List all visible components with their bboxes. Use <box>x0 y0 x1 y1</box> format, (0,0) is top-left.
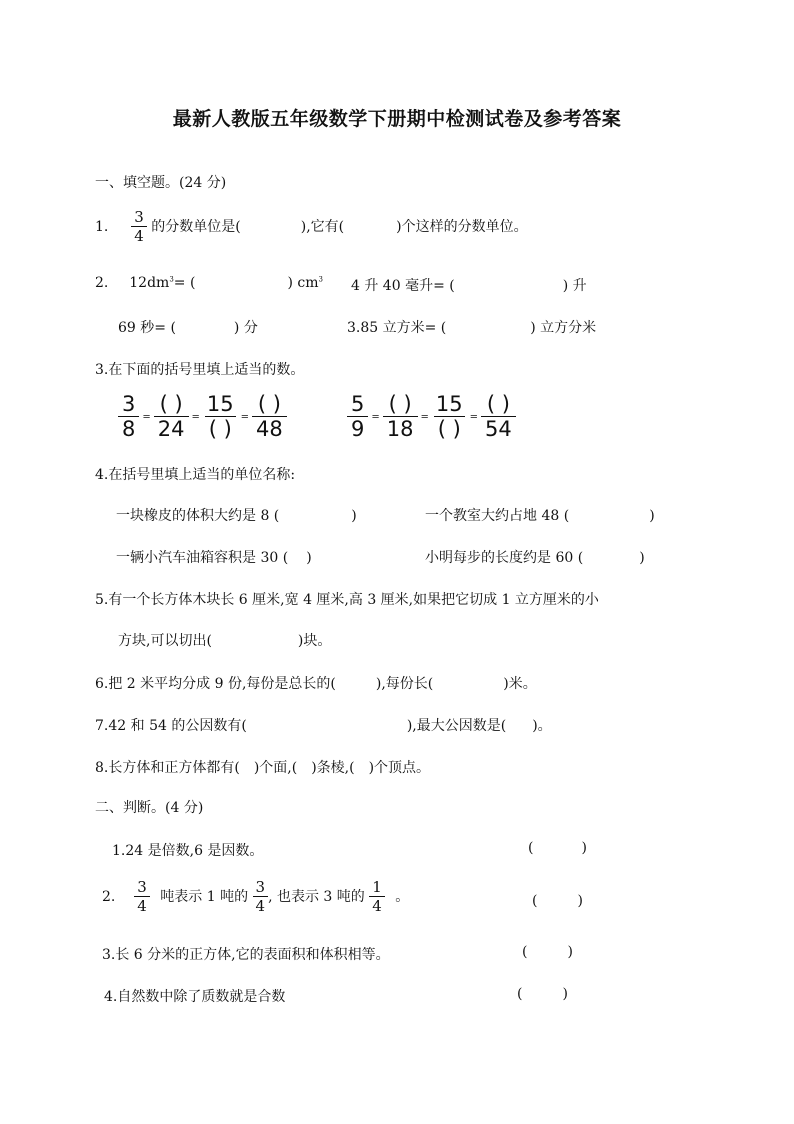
question-text: 7.42 和 54 的公因数有( <box>95 718 247 734</box>
fraction-denominator: 4 <box>134 896 150 914</box>
question-text: 的分数单位是( <box>151 219 241 235</box>
question-text: ) <box>306 550 312 566</box>
question-number: 1. <box>95 219 109 235</box>
question-text: )个顶点。 <box>368 760 431 776</box>
fraction <box>118 394 139 440</box>
section-heading-true-false: 二、判断。(4 分) <box>95 800 204 816</box>
judgement-3-answer[interactable] <box>522 944 573 960</box>
fraction <box>369 880 385 914</box>
question-text: ) 升 <box>562 278 587 294</box>
paren: ) <box>562 986 568 1002</box>
question-text: 69 秒= ( <box>118 320 176 336</box>
question-number: 2. <box>102 889 116 905</box>
fraction-equation-1 <box>118 394 287 440</box>
page-title: 最新人教版五年级数学下册期中检测试卷及参考答案 <box>172 108 622 130</box>
judgement-2-answer[interactable] <box>532 893 583 909</box>
judgement-4: 4.自然数中除了质数就是合数 <box>104 989 286 1005</box>
fraction <box>134 880 150 914</box>
question-2-part-d <box>347 317 596 337</box>
question-text: 一辆小汽车油箱容积是 30 ( <box>116 550 289 566</box>
question-text: )个面,( <box>253 760 298 776</box>
fraction-numerator: 15 <box>435 392 463 416</box>
question-3: 3.在下面的括号里填上适当的数。 <box>95 362 305 378</box>
fraction-3-4 <box>131 210 147 244</box>
question-text: )米。 <box>503 676 537 692</box>
question-2-part-c <box>118 317 258 337</box>
fraction[interactable] <box>203 394 238 440</box>
fraction-numerator: 5 <box>351 392 365 416</box>
question-text: ) 分 <box>233 320 258 336</box>
fraction-denominator[interactable]: ( ) <box>205 416 236 440</box>
paren: ) <box>581 840 587 856</box>
exponent: 3 <box>169 275 174 284</box>
question-text: )。 <box>532 718 552 734</box>
paren: ( <box>517 986 523 1002</box>
question-text: ) <box>649 508 655 524</box>
fraction-numerator: 3 <box>137 878 147 896</box>
fraction <box>347 394 368 440</box>
judgement-1: 1.24 是倍数,6 是因数。 <box>112 843 264 859</box>
question-text: 小明每步的长度约是 60 ( <box>425 550 584 566</box>
question-text: )条棱,( <box>311 760 355 776</box>
fraction[interactable] <box>432 394 467 440</box>
equals-sign: = <box>191 411 200 423</box>
question-text: )个这样的分数单位。 <box>396 219 528 235</box>
fraction-numerator: 3 <box>255 878 266 896</box>
question-text: ) 立方分米 <box>530 320 597 336</box>
equals-sign: = <box>240 411 250 423</box>
fraction-numerator: 1 <box>372 878 382 896</box>
judgement-3: 3.长 6 分米的正方体,它的表面积和体积相等。 <box>102 947 390 963</box>
question-4-c <box>116 547 312 567</box>
question-text: ),它有( <box>300 219 345 235</box>
question-text: 8.长方体和正方体都有( <box>95 760 240 776</box>
paren: ( <box>528 840 534 856</box>
paren: ) <box>567 944 573 960</box>
fraction-numerator: 3 <box>134 208 144 226</box>
question-text: 3.85 立方米= ( <box>347 320 447 336</box>
judgement-2 <box>102 880 409 914</box>
equals-sign: = <box>420 411 429 423</box>
question-text: 4 升 40 毫升= ( <box>351 278 455 294</box>
fraction[interactable] <box>154 394 189 440</box>
question-4: 4.在括号里填上适当的单位名称: <box>95 467 296 483</box>
question-text: = ( <box>173 275 196 291</box>
question-text: 方块,可以切出( <box>118 633 212 649</box>
question-4-b <box>425 505 655 525</box>
question-1 <box>95 210 528 244</box>
fraction[interactable] <box>383 394 418 440</box>
judgement-4-answer[interactable] <box>517 986 568 1002</box>
question-4-a <box>116 505 357 525</box>
question-text: ),每份长( <box>375 676 434 692</box>
fraction-numerator[interactable]: ( ) <box>486 392 510 416</box>
paren: ) <box>577 893 583 909</box>
fraction[interactable] <box>252 394 287 440</box>
fraction-denominator: 18 <box>383 416 418 440</box>
fraction-numerator[interactable]: ( ) <box>257 392 281 416</box>
fraction-denominator: 9 <box>347 416 368 440</box>
question-2-line-1 <box>95 275 323 291</box>
fraction-numerator: 15 <box>206 392 234 416</box>
fraction <box>253 880 269 914</box>
question-text: , 也表示 3 吨的 <box>268 889 365 905</box>
equals-sign: = <box>469 411 479 423</box>
question-text: )块。 <box>297 633 332 649</box>
equals-sign: = <box>142 411 151 423</box>
fraction-denominator: 4 <box>369 896 385 914</box>
question-text: ) <box>351 508 357 524</box>
fraction-equation-2 <box>347 394 516 440</box>
question-text: 6.把 2 米平均分成 9 份,每份是总长的( <box>95 676 336 692</box>
fraction-denominator: 8 <box>118 416 139 440</box>
question-5-line-2 <box>118 630 331 650</box>
section-heading-fill-in: 一、填空题。(24 分) <box>95 175 227 191</box>
question-6 <box>95 673 537 693</box>
fraction-denominator: 54 <box>481 416 516 440</box>
question-text: 。 <box>395 889 410 905</box>
question-8 <box>95 757 430 777</box>
fraction-denominator: 48 <box>252 416 287 440</box>
fraction-numerator[interactable]: ( ) <box>159 392 183 416</box>
question-text: ),最大公因数是( <box>406 718 507 734</box>
question-7 <box>95 715 552 735</box>
exponent: 3 <box>318 275 323 284</box>
judgement-1-answer[interactable] <box>528 840 587 856</box>
question-number: 2. <box>95 275 109 291</box>
fraction-denominator: 24 <box>154 416 189 440</box>
fraction[interactable] <box>481 394 516 440</box>
question-text: 12dm <box>129 275 170 291</box>
question-text: 一块橡皮的体积大约是 8 ( <box>116 508 280 524</box>
paren: ( <box>522 944 528 960</box>
question-2-part-b <box>351 275 587 295</box>
question-text: 一个教室大约占地 48 ( <box>425 508 570 524</box>
question-text: ) cm <box>287 275 319 291</box>
fraction-denominator: 4 <box>253 896 269 914</box>
paren: ( <box>532 893 538 909</box>
equals-sign: = <box>371 411 380 423</box>
question-5-line-1: 5.有一个长方体木块长 6 厘米,宽 4 厘米,高 3 厘米,如果把它切成 1 立方厘米的小 <box>95 592 599 608</box>
fraction-denominator[interactable]: ( ) <box>434 416 465 440</box>
fraction-denominator: 4 <box>131 226 147 244</box>
fraction-numerator[interactable]: ( ) <box>388 392 412 416</box>
question-text: 吨表示 1 吨的 <box>160 889 249 905</box>
fraction-numerator: 3 <box>122 392 136 416</box>
question-4-d <box>425 547 645 567</box>
question-text: ) <box>639 550 645 566</box>
